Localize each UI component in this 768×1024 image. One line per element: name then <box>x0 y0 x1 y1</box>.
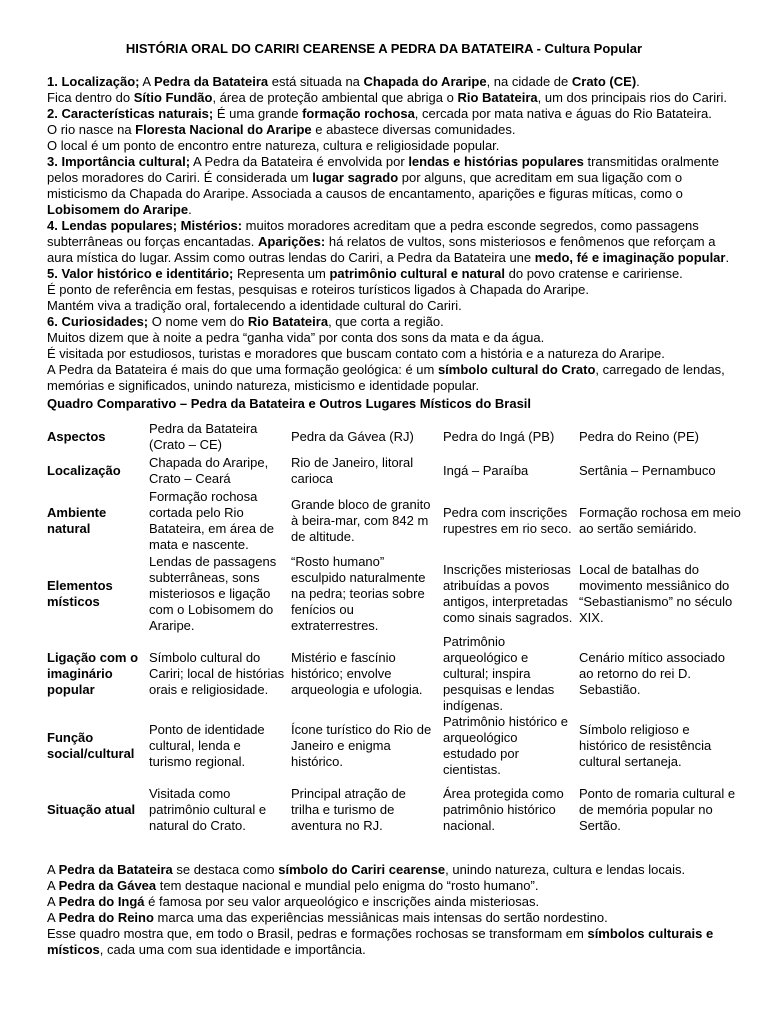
table-cell: Pedra com inscrições rupestres em rio seco. <box>443 505 572 536</box>
table-cell: Rio de Janeiro, litoral carioca <box>291 455 414 486</box>
text: aura mística do lugar. Assim como outras lendas do Cariri, a Pedra da Batateira une <box>47 250 535 265</box>
aspect-cell: Ligação com o imaginário popular <box>47 650 139 697</box>
text: por alguns, que acreditam em sua ligação com o <box>398 170 683 185</box>
bold-text: Aparições: <box>258 234 326 249</box>
text: e abastece diversas comunidades. <box>311 122 516 137</box>
text: se destaca como <box>172 862 279 877</box>
text: marca uma das experiências messiânicas mais intensas do sertão nordestino. <box>153 910 608 925</box>
comparison-table <box>44 420 744 841</box>
bold-text: Sítio Fundão <box>133 90 213 105</box>
bold-text: Pedra da Batateira <box>58 862 173 877</box>
text: Mantém viva a tradição oral, fortalecendo a identidade cultural do Cariri. <box>47 298 462 313</box>
bold-text: 3. Importância cultural; <box>47 154 191 169</box>
table-header-cell: Pedra da Gávea (RJ) <box>291 428 414 444</box>
table-row <box>44 553 744 634</box>
table-header-cell: Aspectos <box>47 428 106 444</box>
text: A <box>47 910 59 925</box>
aspect-cell: Função social/cultural <box>47 730 135 761</box>
closing-line <box>47 926 713 942</box>
body-line <box>47 234 715 250</box>
text: O nome vem do <box>148 314 248 329</box>
table-cell: Ingá – Paraíba <box>443 463 529 478</box>
table-header-row <box>44 420 744 453</box>
table-header-cell: Pedra da Batateira (Crato – CE) <box>149 420 258 452</box>
text: , cercada por mata nativa e águas do Rio Batateira. <box>414 106 712 121</box>
table-row <box>44 489 744 553</box>
bold-text: símbolos culturais e <box>587 926 714 941</box>
body-line <box>47 378 479 394</box>
text: , que corta a região. <box>328 314 444 329</box>
text: É uma grande <box>213 106 303 121</box>
bold-text: símbolo cultural do Crato <box>437 362 596 377</box>
text: , área de proteção ambiental que abriga o <box>212 90 458 105</box>
text: É visitada por estudiosos, turistas e moradores que buscam contato com a história e a natureza do Araripe. <box>47 346 665 361</box>
table-cell: Símbolo cultural do Cariri; local de histórias orais e religiosidade. <box>149 650 285 697</box>
text: muitos moradores acreditam que a pedra esconde segredos, como passagens <box>242 218 699 233</box>
body-line <box>47 122 515 138</box>
table-row <box>44 714 744 778</box>
bold-text: formação rochosa <box>302 106 415 121</box>
text: do povo cratense e caririense. <box>505 266 683 281</box>
closing-line <box>47 942 366 958</box>
bold-text: Floresta Nacional do Araripe <box>135 122 312 137</box>
table-cell: Cenário mítico associado ao retorno do rei D. Sebastião. <box>579 650 725 697</box>
text: Representa um <box>233 266 330 281</box>
table-cell: Local de batalhas do movimento messiânico do “Sebastianismo” no século XIX. <box>579 561 733 625</box>
bold-text: 1. Localização; <box>47 74 140 89</box>
body-line <box>47 250 729 266</box>
body-line <box>47 330 544 346</box>
text: Muitos dizem que à noite a pedra “ganha vida” por conta dos sons da mata e da água. <box>47 330 545 345</box>
table-cell: Visitada como patrimônio cultural e natural do Crato. <box>149 785 267 833</box>
table-cell: Grande bloco de granito à beira-mar, com 842 m de altitude. <box>291 497 431 544</box>
table-cell: Inscrições misteriosas atribuídas a povos antigos, interpretadas como sinais sagrados. <box>443 561 573 625</box>
bold-text: Chapada do Araripe <box>363 74 487 89</box>
bold-text: Pedra da Gávea <box>58 878 157 893</box>
body-line <box>47 90 727 106</box>
closing-line <box>47 862 685 878</box>
table-cell: Patrimônio histórico e arqueológico estudado por cientistas. <box>443 714 568 777</box>
body-line <box>47 298 462 314</box>
text: A <box>47 862 59 877</box>
text: misticismo da Chapada do Araripe. Associada a causos de encantamento, aparições e figuras míticas, como o <box>47 186 683 201</box>
text: . <box>636 74 640 89</box>
text: Fica dentro do <box>47 90 134 105</box>
text: , carregado de lendas, <box>595 362 725 377</box>
bold-text: 4. Lendas populares; Mistérios: <box>47 218 243 233</box>
text: memórias e significados, unindo natureza, misticismo e identidade popular. <box>47 378 480 393</box>
text: A <box>47 894 59 909</box>
bold-text: Quadro Comparativo – Pedra da Batateira e Outros Lugares Místicos do Brasil <box>47 396 532 411</box>
closing-line <box>47 910 608 926</box>
bold-text: Lobisomem do Araripe <box>47 202 189 217</box>
text: . <box>725 250 730 265</box>
text: A <box>47 878 59 893</box>
bold-text: lendas e histórias populares <box>408 154 584 169</box>
table-row <box>44 778 744 841</box>
table-cell: Chapada do Araripe, Crato – Ceará <box>149 455 269 486</box>
body-line <box>47 218 699 234</box>
text: A <box>139 74 154 89</box>
aspect-cell: Localização <box>47 463 121 478</box>
table-cell: Lendas de passagens subterrâneas, sons misteriosos e ligação com o Lobisomem do Araripe. <box>149 553 277 633</box>
body-line <box>47 396 531 412</box>
bold-text: lugar sagrado <box>312 170 399 185</box>
closing-line <box>47 894 539 910</box>
table-cell: “Rosto humano” esculpido naturalmente na pedra; teorias sobre fenícios ou extraterrestres. <box>291 553 426 633</box>
text: , cada uma com sua identidade e importância. <box>99 942 366 957</box>
bold-text: Pedra da Batateira <box>153 74 269 89</box>
aspect-cell: Situação atual <box>47 801 136 817</box>
table-cell: Símbolo religioso e histórico de resistência cultural sertaneja. <box>579 722 712 769</box>
text: A Pedra da Batateira é mais do que uma formação geológica: é um <box>47 362 438 377</box>
text: , um dos principais rios do Cariri. <box>537 90 727 105</box>
table-header-cell: Pedra do Ingá (PB) <box>443 428 555 444</box>
aspect-cell: Ambiente natural <box>47 505 107 536</box>
bold-text: 2. Características naturais; <box>47 106 214 121</box>
bold-text: Rio Batateira <box>457 90 538 105</box>
bold-text: símbolo do Cariri cearense <box>278 862 446 877</box>
bold-text: patrimônio cultural e natural <box>329 266 506 281</box>
body-line <box>47 346 665 362</box>
table-cell: Ponto de romaria cultural e de memória popular no Sertão. <box>579 785 736 833</box>
bold-text: Rio Batateira <box>247 314 329 329</box>
table-row <box>44 634 744 714</box>
body-line <box>47 170 682 186</box>
table-cell: Principal atração de trilha e turismo de aventura no RJ. <box>291 785 406 833</box>
aspect-cell: Elementos místicos <box>47 577 113 609</box>
text: está situada na <box>268 74 364 89</box>
bold-text: Pedra do Reino <box>58 910 154 925</box>
document-title: HISTÓRIA ORAL DO CARIRI CEARENSE A PEDRA DA BATATEIRA - Cultura Popular <box>125 41 643 56</box>
text: , unindo natureza, cultura e lendas locais. <box>445 862 686 877</box>
bold-text: místicos <box>47 942 100 957</box>
body-line <box>47 154 719 170</box>
text: subterrâneas ou forças encantadas. <box>47 234 259 249</box>
table-cell: Ponto de identidade cultural, lenda e turismo regional. <box>149 722 265 769</box>
bold-text: 6. Curiosidades; <box>47 314 149 329</box>
text: O local é um ponto de encontro entre natureza, cultura e religiosidade popular. <box>47 138 500 153</box>
text: é famosa por seu valor arqueológico e inscrições ainda misteriosas. <box>144 894 540 909</box>
bold-text: medo, fé e imaginação popular <box>534 250 726 265</box>
table-cell: Mistério e fascínio histórico; envolve arqueologia e ufologia. <box>291 650 423 697</box>
closing-line <box>47 878 538 894</box>
body-line <box>47 266 683 282</box>
body-line <box>47 74 640 90</box>
bold-text: Pedra do Ingá <box>58 894 145 909</box>
table-cell: Patrimônio arqueológico e cultural; inspira pesquisas e lendas indígenas. <box>443 634 555 713</box>
text: É ponto de referência em festas, pesquisas e roteiros turísticos ligados à Chapada do Araripe. <box>47 282 589 297</box>
text: , na cidade de <box>486 74 572 89</box>
table-cell: Área protegida como patrimônio histórico nacional. <box>443 785 564 833</box>
table-cell: Sertânia – Pernambuco <box>579 463 716 478</box>
text: A Pedra da Batateira é envolvida por <box>190 154 409 169</box>
text: Esse quadro mostra que, em todo o Brasil, pedras e formações rochosas se transformam em <box>47 926 588 941</box>
text: O rio nasce na <box>47 122 136 137</box>
body-line <box>47 282 589 298</box>
text: transmitidas oralmente <box>583 154 719 169</box>
table-row <box>44 453 744 489</box>
text: tem destaque nacional e mundial pelo enigma do “rosto humano”. <box>156 878 539 893</box>
body-line <box>47 362 725 378</box>
bold-text: Crato (CE) <box>571 74 637 89</box>
text: . <box>188 202 192 217</box>
body-line <box>47 106 712 122</box>
table-cell: Formação rochosa cortada pelo Rio Batateira, em área de mata e nascente. <box>149 489 275 552</box>
body-line <box>47 138 499 154</box>
table-header-cell: Pedra do Reino (PE) <box>579 428 699 444</box>
body-line <box>47 202 192 218</box>
body-line <box>47 314 444 330</box>
body-line <box>47 186 683 202</box>
text: pelos moradores do Cariri. É considerada um <box>47 170 313 185</box>
bold-text: 5. Valor histórico e identitário; <box>47 266 234 281</box>
table-cell: Formação rochosa em meio ao sertão semiárido. <box>579 505 741 536</box>
table-cell: Ícone turístico do Rio de Janeiro e enigma histórico. <box>291 722 432 769</box>
text: há relatos de vultos, sons misteriosos e fenômenos que reforçam a <box>325 234 716 249</box>
